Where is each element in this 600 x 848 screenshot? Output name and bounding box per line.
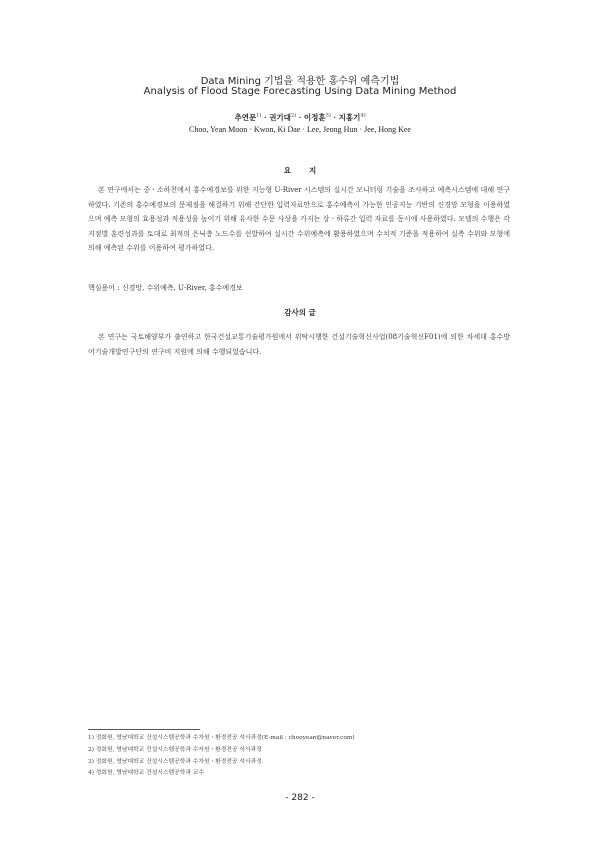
acknowledgment-paragraph: 본 연구는 국토해양부가 출연하고 한국건설교통기술평가원에서 위탁시행한 건설기술혁신사업(08기술혁신F01)에 의한 차세대 홍수방어기술개발연구단의 연구비 지원에 의해 수행되었습니다.: [88, 333, 510, 356]
author-name: 권기대: [269, 113, 291, 122]
author-name: 추연문: [234, 113, 257, 122]
footnote-item: 4) 정회원, 영남대학교 건설시스템공학과 교수: [88, 770, 204, 777]
keywords-line: 핵심용어 : 신경망, 수위예측, U-River, 홍수예경보: [88, 284, 243, 292]
acknowledgment-heading: 감사의 글: [284, 308, 316, 317]
authors-korean: [0, 112, 600, 123]
page-number: - 282 -: [285, 793, 315, 803]
footnote-item: 1) 정회원, 영남대학교 건설시스템공학과 수자원ㆍ환경전공 석사과정(E-mail : chooyean@naver.com): [88, 735, 355, 741]
author-separator: ·: [261, 113, 270, 122]
author-name: 지홍기: [338, 113, 361, 122]
author-separator: ·: [296, 113, 304, 122]
footnote-item: 2) 정회원, 영남대학교 건설시스템공학과 수자원ㆍ환경전공 석사과정: [88, 746, 262, 753]
author-mark: 2): [290, 112, 297, 119]
footnote-divider: [88, 729, 200, 730]
title-english: Analysis of Flood Stage Forecasting Using Data Mining Method: [143, 86, 457, 97]
author-separator: ·: [330, 113, 339, 122]
title-korean: Data Mining 기법을 적용한 홍수위 예측기법: [200, 76, 400, 87]
abstract-paragraph: 본 연구에서는 중ㆍ소하천에서 홍수예경보를 위한 지능형 U-River 시스템의 실시간 모니터링 기술을 조사하고 예측시스템에 대해 연구하였다. 기존의 홍수예경보의 문제점을 해결하기 위해 간단한 입력자료만으로 홍수예측이 가능한 인공지능 기반의 신경망 모형을 이용하였으며 예측 모형의 효용성과 적용성을 높이기 위해 유사한 수문 사상을 가지는 상ㆍ하류간 입력 자료를 동시에 사용하였다. 모델의 수행은 각 지점별 훈련성과를 토대로 최적의 은닉층 노드수를 선발하여 실시간 수위예측에 활용하였으며 수치적 기준을 적용하여 실측 수위와 모형에 의해 예측된 수위를 이용하여 평가하였다.: [88, 186, 510, 253]
author-name: 이정훈: [303, 113, 326, 122]
author-mark: 4): [360, 112, 366, 119]
author-mark: 1): [256, 112, 262, 119]
author-mark: 3): [325, 112, 331, 119]
footnote-item: 3) 정회원, 영남대학교 건설시스템공학과 수자원ㆍ환경전공 석사과정: [88, 758, 262, 765]
authors-english: Choo, Yean Moon · Kwon, Ki Dae · Lee, Jeong Hun · Jee, Hong Kee: [189, 125, 411, 134]
footnote-list: [88, 733, 510, 780]
abstract-heading: 요지: [283, 166, 335, 175]
